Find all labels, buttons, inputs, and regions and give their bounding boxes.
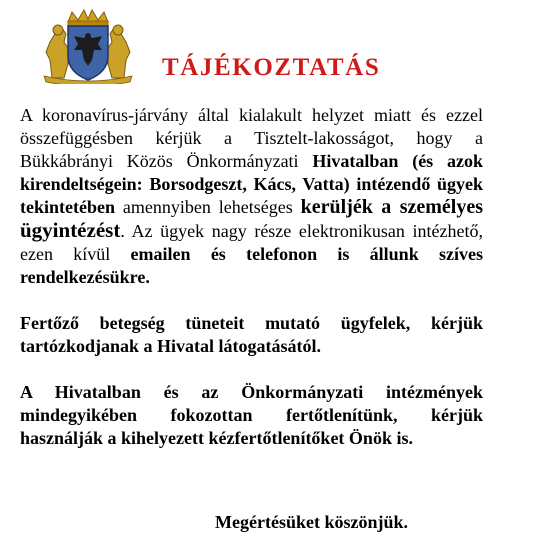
- paragraph-emphasis: ügyintézést: [20, 218, 121, 242]
- paragraph-symptoms: Fertőző betegség tüneteit mutató ügyfelek, kérjük tartózkodjanak a Hivatal látogatásától.: [20, 313, 483, 356]
- paragraph-emphasis: Hivatalban (és azok kirendeltségein: Borsodgeszt, Kács, Vatta) intézendő ügyek tekintetében: [20, 151, 484, 217]
- page-title: TÁJÉKOZTATÁS: [162, 54, 381, 81]
- document-header: [0, 0, 555, 95]
- paragraph-emphasis: kerüljék a személyes: [300, 196, 483, 218]
- closing-line: Megértésüket köszönjük.: [215, 512, 408, 532]
- paragraph-text: . Az ügyek nagy része elektronikusan intézhető, ezen kívül: [20, 221, 483, 264]
- paragraph-text: amennyiben lehetséges: [114, 197, 301, 217]
- paragraph-disinfection: A Hivatalban és az Önkormányzati intézmények mindegyikében fokozottan fertőtlenítünk, kérjük használják a kihelyezett kézfertőtlenítőket Önök is.: [20, 382, 483, 448]
- paragraph-text: A koronavírus-járvány által kialakult helyzet miatt és ezzel összefüggésben kérjük a Tisztelt-lakosságot, hogy a Bükkábrányi Közös Önkormányzati: [20, 105, 483, 171]
- paragraph-main: [20, 104, 483, 289]
- notice-body: [20, 104, 483, 450]
- paragraph-emphasis: emailen és telefonon is állunk szíves rendelkezésükre.: [20, 244, 483, 287]
- coat-of-arms-icon: [38, 8, 138, 84]
